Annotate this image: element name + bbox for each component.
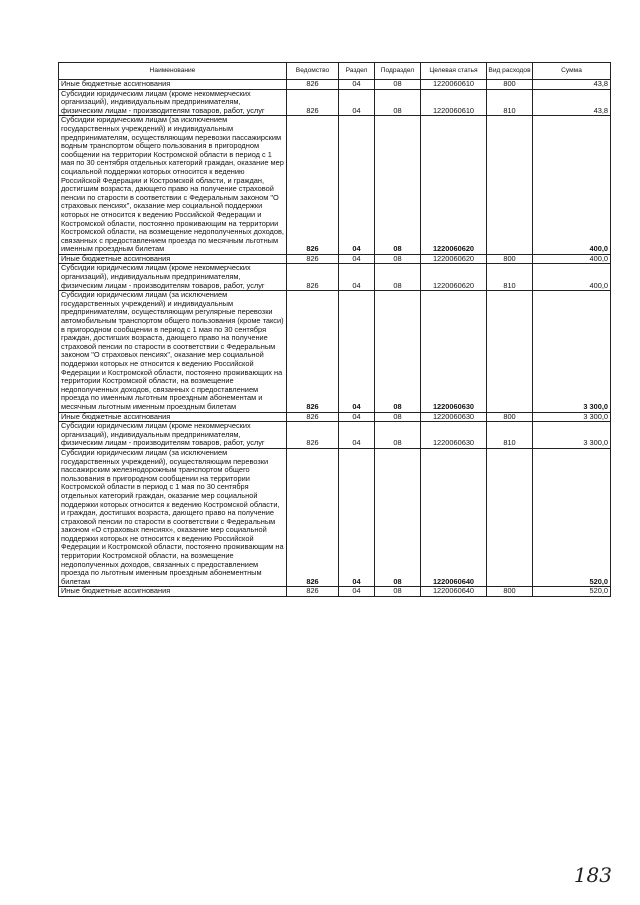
row-name: Иные бюджетные ассигнования: [59, 254, 287, 264]
row-subsection: 08: [375, 422, 421, 449]
row-exptype: 800: [487, 80, 533, 90]
row-exptype: [487, 291, 533, 412]
row-name: Субсидии юридическим лицам (кроме некоммерческих организаций), индивидуальным предпринимателям, физическим лицам - производителям товаров, работ, услуг: [59, 89, 287, 116]
budget-table: [58, 62, 611, 597]
row-sum: 400,0: [533, 254, 611, 264]
row-name: Иные бюджетные ассигнования: [59, 412, 287, 422]
row-target: 1220060630: [421, 291, 487, 412]
row-dept: 826: [287, 587, 339, 597]
row-name: Субсидии юридическим лицам (за исключением государственных учреждений) и индивидуальным предпринимателям, осуществляющим регулярные перевозки автомобильным транспортом общего пользования (кроме такси) в пригородном сообщении в период с 1 мая по 30 сентября граждан, достигших возраста, дающего право на получение страховой пенсии по старости в соответствии с Федеральным законом "О страховых пенсиях", оказание мер социальной поддержки которых не относится к ведению Российской Федерации и Костромской области, постоянно проживающих на территории Костромской области, на возмещение недополученных доходов, связанных с предоставлением проезда по именным льготным проездным абонементам и месячным льготным именным проездным билетам: [59, 291, 287, 412]
row-exptype: 800: [487, 587, 533, 597]
row-section: 04: [339, 422, 375, 449]
row-subsection: 08: [375, 254, 421, 264]
header-dept: Ведомство: [287, 63, 339, 80]
row-section: 04: [339, 291, 375, 412]
row-exptype: 810: [487, 89, 533, 116]
row-dept: 826: [287, 412, 339, 422]
row-sum: 3 300,0: [533, 412, 611, 422]
row-subsection: 08: [375, 587, 421, 597]
row-sum: 3 300,0: [533, 422, 611, 449]
row-section: 04: [339, 587, 375, 597]
row-sum: 43,8: [533, 80, 611, 90]
header-section: Раздел: [339, 63, 375, 80]
row-name: Субсидии юридическим лицам (за исключением государственных учреждений), осуществляющим перевозки пассажирским железнодорожным транспортом общего пользования в пригородном сообщении на территории Костромской области в период с 1 мая по 30 сентября отдельных категорий граждан, оказание мер социальной поддержки которых относится к ведению Костромской области, и граждан, достигших возраста, дающего право на получение страховой пенсии по старости в соответствии с Федеральным законом «О страховых пенсиях», оказание мер социальной поддержки которых не относится к ведению Российской Федерации и Костромской области, постоянно проживающим на территории Костромской области, на возмещение недополученных доходов, связанных с предоставлением проезда по льготным именным проездным абонементным билетам: [59, 448, 287, 587]
header-subsection: Подраздел: [375, 63, 421, 80]
row-subsection: 08: [375, 89, 421, 116]
row-name: Субсидии юридическим лицам (за исключением государственных учреждений) и индивидуальным предпринимателям, осуществляющим перевозки пассажирским водным транспортом общего пользования в пригородном сообщении на территории Костромской области в период с 1 мая по 30 сентября отдельных категорий граждан, оказание мер социальной поддержки которых относится к ведению Российской Федерации и Костромской области, и граждан, достигшим возраста, дающего право на получение страховой пенсии по старости в соответствии с Федеральным законом "О страховых пенсиях", оказание мер социальной поддержки которых не относится к ведению Российской Федерации и Костромской области, постоянно проживающим на территории Костромской области, на возмещение недополученных доходов, связанных с предоставлением проезда по месячным льготным именным проездным билетам: [59, 116, 287, 255]
row-exptype: [487, 116, 533, 255]
row-dept: 826: [287, 116, 339, 255]
row-dept: 826: [287, 80, 339, 90]
row-target: 1220060620: [421, 254, 487, 264]
row-name: Субсидии юридическим лицам (кроме некоммерческих организаций), индивидуальным предпринимателям, физическим лицам - производителям товаров, работ, услуг: [59, 264, 287, 291]
row-dept: 826: [287, 291, 339, 412]
row-target: 1220060620: [421, 116, 487, 255]
table-row: [59, 587, 611, 597]
row-dept: 826: [287, 448, 339, 587]
table-row: [59, 422, 611, 449]
row-sum: 520,0: [533, 448, 611, 587]
row-target: 1220060610: [421, 89, 487, 116]
table-row: [59, 89, 611, 116]
row-dept: 826: [287, 254, 339, 264]
table-row: [59, 412, 611, 422]
row-sum: 3 300,0: [533, 291, 611, 412]
table-row: [59, 264, 611, 291]
row-section: 04: [339, 412, 375, 422]
row-target: 1220060630: [421, 422, 487, 449]
table-row: [59, 448, 611, 587]
row-sum: 400,0: [533, 264, 611, 291]
row-section: 04: [339, 264, 375, 291]
row-exptype: [487, 448, 533, 587]
row-subsection: 08: [375, 412, 421, 422]
row-dept: 826: [287, 422, 339, 449]
table-row: [59, 80, 611, 90]
header-target: Целевая статья: [421, 63, 487, 80]
row-section: 04: [339, 116, 375, 255]
row-subsection: 08: [375, 264, 421, 291]
row-subsection: 08: [375, 116, 421, 255]
row-exptype: 810: [487, 264, 533, 291]
row-sum: 520,0: [533, 587, 611, 597]
row-target: 1220060630: [421, 412, 487, 422]
row-dept: 826: [287, 89, 339, 116]
header-exptype: Вид расходов: [487, 63, 533, 80]
row-name: Иные бюджетные ассигнования: [59, 80, 287, 90]
page-number: 183: [573, 863, 612, 887]
row-exptype: 800: [487, 254, 533, 264]
table-row: [59, 116, 611, 255]
row-subsection: 08: [375, 291, 421, 412]
row-dept: 826: [287, 264, 339, 291]
row-section: 04: [339, 254, 375, 264]
row-subsection: 08: [375, 80, 421, 90]
table-header-row: [59, 63, 611, 80]
table-row: [59, 254, 611, 264]
row-target: 1220060610: [421, 80, 487, 90]
header-name: Наименование: [59, 63, 287, 80]
header-sum: Сумма: [533, 63, 611, 80]
row-section: 04: [339, 89, 375, 116]
row-section: 04: [339, 80, 375, 90]
row-exptype: 810: [487, 422, 533, 449]
table-row: [59, 291, 611, 412]
row-sum: 43,8: [533, 89, 611, 116]
row-sum: 400,0: [533, 116, 611, 255]
row-name: Субсидии юридическим лицам (кроме некоммерческих организаций), индивидуальным предпринимателям, физическим лицам - производителям товаров, работ, услуг: [59, 422, 287, 449]
row-name: Иные бюджетные ассигнования: [59, 587, 287, 597]
row-subsection: 08: [375, 448, 421, 587]
row-exptype: 800: [487, 412, 533, 422]
row-target: 1220060620: [421, 264, 487, 291]
row-section: 04: [339, 448, 375, 587]
row-target: 1220060640: [421, 448, 487, 587]
row-target: 1220060640: [421, 587, 487, 597]
